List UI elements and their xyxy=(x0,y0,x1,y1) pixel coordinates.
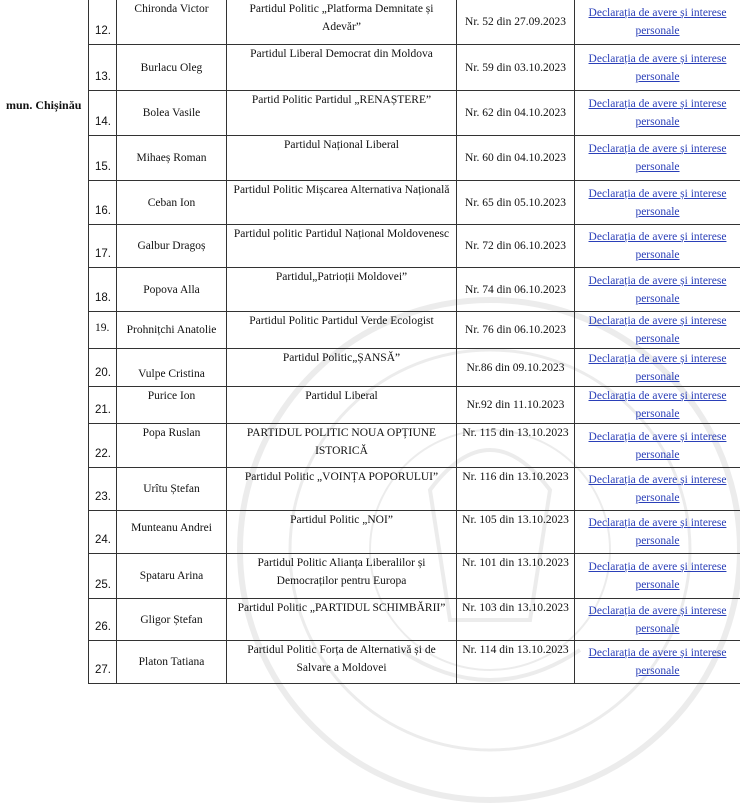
candidate-name: Vulpe Cristina xyxy=(117,349,227,387)
candidate-name: Burlacu Oleg xyxy=(117,45,227,91)
party-name: Partidul Politic „Platforma Demnitate și Adevăr” xyxy=(227,0,457,45)
row-number: 17. xyxy=(89,225,117,268)
decision-number: Nr. 59 din 03.10.2023 xyxy=(457,45,575,91)
declaration-link[interactable]: Declarația de avere și interese personale xyxy=(589,647,727,677)
candidate-name: Platon Tatiana xyxy=(117,641,227,684)
table-row xyxy=(89,387,740,424)
candidate-name: Mihaeș Roman xyxy=(117,136,227,181)
candidate-name: Ceban Ion xyxy=(117,181,227,225)
candidate-name: Munteanu Andrei xyxy=(117,511,227,554)
table-row xyxy=(89,511,740,554)
row-number: 26. xyxy=(89,599,117,641)
declaration-link[interactable]: Declarația de avere și interese personale xyxy=(589,517,727,547)
row-number: 12. xyxy=(89,0,117,45)
table-row xyxy=(89,468,740,511)
party-name: Partidul Politic Alianța Liberalilor și Democraților pentru Europa xyxy=(227,554,457,599)
declaration-link[interactable]: Declarația de avere și interese personale xyxy=(589,605,727,635)
table-row xyxy=(89,45,740,91)
row-number: 16. xyxy=(89,181,117,225)
decision-number: Nr. 76 din 06.10.2023 xyxy=(457,312,575,349)
declaration-link[interactable]: Declarația de avere și interese personale xyxy=(589,7,727,37)
decision-number: Nr. 52 din 27.09.2023 xyxy=(457,0,575,45)
party-name: Partidul Politic Mișcarea Alternativa Națională xyxy=(227,181,457,225)
row-number: 14. xyxy=(89,91,117,136)
table-row xyxy=(89,599,740,641)
row-number: 15. xyxy=(89,136,117,181)
district-label: mun. Chișinău xyxy=(6,98,81,113)
candidate-name: Prohnițchi Anatolie xyxy=(117,312,227,349)
decision-number: Nr. 115 din 13.10.2023 xyxy=(457,424,575,468)
candidate-name: Popa Ruslan xyxy=(117,424,227,468)
row-number: 21. xyxy=(89,387,117,424)
table-row xyxy=(89,268,740,312)
decision-number: Nr.86 din 09.10.2023 xyxy=(457,349,575,387)
table-row xyxy=(89,181,740,225)
candidate-name: Spataru Arina xyxy=(117,554,227,599)
party-name: Partidul Politic „PARTIDUL SCHIMBĂRII” xyxy=(227,599,457,641)
candidate-name: Galbur Dragoș xyxy=(117,225,227,268)
row-number: 18. xyxy=(89,268,117,312)
declaration-link[interactable]: Declarația de avere și interese personale xyxy=(589,561,727,591)
party-name: PARTIDUL POLITIC NOUA OPȚIUNE ISTORICĂ xyxy=(227,424,457,468)
party-name: Partidul Politic Partidul Verde Ecologist xyxy=(227,312,457,349)
party-name: Partidul Politic„ȘANSĂ” xyxy=(227,349,457,387)
table-row xyxy=(89,641,740,684)
table-row xyxy=(89,136,740,181)
row-number: 23. xyxy=(89,468,117,511)
table-row xyxy=(89,424,740,468)
candidate-name: Bolea Vasile xyxy=(117,91,227,136)
declaration-link[interactable]: Declarația de avere și interese personale xyxy=(589,353,727,383)
decision-number: Nr.92 din 11.10.2023 xyxy=(457,387,575,424)
declaration-link[interactable]: Declarația de avere și interese personale xyxy=(589,188,727,218)
row-number: 25. xyxy=(89,554,117,599)
row-number: 19. xyxy=(89,312,117,349)
declaration-link[interactable]: Declarația de avere și interese personale xyxy=(589,315,727,345)
decision-number: Nr. 103 din 13.10.2023 xyxy=(457,599,575,641)
decision-number: Nr. 101 din 13.10.2023 xyxy=(457,554,575,599)
table-row xyxy=(89,312,740,349)
decision-number: Nr. 114 din 13.10.2023 xyxy=(457,641,575,684)
row-number: 20. xyxy=(89,349,117,387)
decision-number: Nr. 105 din 13.10.2023 xyxy=(457,511,575,554)
candidate-name: Chironda Victor xyxy=(117,0,227,45)
decision-number: Nr. 65 din 05.10.2023 xyxy=(457,181,575,225)
declaration-link[interactable]: Declarația de avere și interese personale xyxy=(589,53,727,83)
decision-number: Nr. 60 din 04.10.2023 xyxy=(457,136,575,181)
table-row xyxy=(89,91,740,136)
table-row xyxy=(89,225,740,268)
party-name: Partidul Național Liberal xyxy=(227,136,457,181)
party-name: Partidul Politic „VOINȚA POPORULUI” xyxy=(227,468,457,511)
decision-number: Nr. 74 din 06.10.2023 xyxy=(457,268,575,312)
party-name: Partidul Politic „NOI” xyxy=(227,511,457,554)
decision-number: Nr. 62 din 04.10.2023 xyxy=(457,91,575,136)
declaration-link[interactable]: Declarația de avere și interese personale xyxy=(589,98,727,128)
candidate-name: Popova Alla xyxy=(117,268,227,312)
declaration-link[interactable]: Declarația de avere și interese personale xyxy=(589,390,727,420)
declaration-link[interactable]: Declarația de avere și interese personale xyxy=(589,231,727,261)
party-name: Partid Politic Partidul „RENAȘTERE” xyxy=(227,91,457,136)
declaration-link[interactable]: Declarația de avere și interese personale xyxy=(589,431,727,461)
row-number: 24. xyxy=(89,511,117,554)
candidate-name: Purice Ion xyxy=(117,387,227,424)
row-number: 13. xyxy=(89,45,117,91)
party-name: Partidul„Patrioții Moldovei” xyxy=(227,268,457,312)
party-name: Partidul Liberal xyxy=(227,387,457,424)
candidate-name: Gligor Ștefan xyxy=(117,599,227,641)
row-number: 22. xyxy=(89,424,117,468)
decision-number: Nr. 116 din 13.10.2023 xyxy=(457,468,575,511)
declaration-link[interactable]: Declarația de avere și interese personale xyxy=(589,275,727,305)
table-row xyxy=(89,0,740,45)
party-name: Partidul politic Partidul Național Moldovenesc xyxy=(227,225,457,268)
party-name: Partidul Politic Forța de Alternativă și de Salvare a Moldovei xyxy=(227,641,457,684)
declaration-link[interactable]: Declarația de avere și interese personale xyxy=(589,143,727,173)
candidates-table xyxy=(88,0,740,684)
candidate-name: Urîtu Ștefan xyxy=(117,468,227,511)
party-name: Partidul Liberal Democrat din Moldova xyxy=(227,45,457,91)
table-row xyxy=(89,554,740,599)
table-row xyxy=(89,349,740,387)
declaration-link[interactable]: Declarația de avere și interese personale xyxy=(589,474,727,504)
row-number: 27. xyxy=(89,641,117,684)
decision-number: Nr. 72 din 06.10.2023 xyxy=(457,225,575,268)
